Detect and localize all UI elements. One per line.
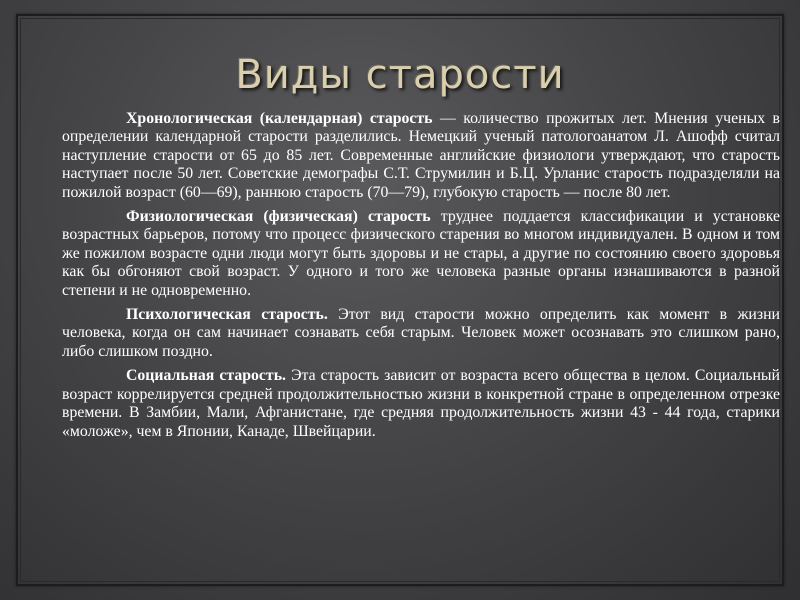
slide-body: [62, 110, 780, 447]
paragraph-chronological-old-age: [62, 110, 780, 202]
term-physiological: Физиологическая (физическая) старость: [126, 208, 431, 226]
text-chronological: — количество прожитых лет. Мнения ученых в определении календарной старости разделились. Немецкий ученый патологоанатом Л. Ашофф считал наступление старости от 65 до 85 лет. Современные английские физиологи утверждают, что старость наступает после 50 лет. Советские демографы С.Т. Струмилин и Б.Ц. Урланис старость подразделяли на пожилой возраст (60—69), раннюю старость (70—79), глубокую старость — после 80 лет.: [62, 110, 780, 201]
text-social: Эта старость зависит от возраста всего общества в целом. Социальный возраст коррелируется средней продолжительностью жизни в конкретной стране в определенном отрезке времени. В Замбии, Мали, Афганистане, где средняя продолжительность жизни 43 - 44 года, старики «моложе», чем в Японии, Канаде, Швейцарии.: [62, 367, 780, 440]
text-psychological: Этот вид старости можно определить как момент в жизни человека, когда он сам начинает сознавать себя старым. Человек может осознавать это слишком рано, либо слишком поздно.: [62, 306, 780, 360]
paragraph-social-old-age: [62, 367, 780, 441]
text-physiological: труднее поддается классификации и установке возрастных барьеров, потому что процесс физического старения во многом индивидуален. В одном и том же пожилом возрасте одни люди могут быть здоровы и не стары, а другие по состоянию своего здоровья как бы обгоняют свой возраст. У одного и того же человека разные органы изнашиваются в разной степени и не одновременно.: [62, 208, 781, 299]
term-chronological: Хронологическая (календарная) старость: [126, 110, 433, 127]
slide-title: Виды старости: [235, 52, 565, 98]
term-psychological: Психологическая старость.: [126, 306, 328, 324]
paragraph-psychological-old-age: [62, 306, 780, 361]
term-social: Социальная старость.: [126, 367, 286, 385]
paragraph-physiological-old-age: [62, 208, 780, 300]
